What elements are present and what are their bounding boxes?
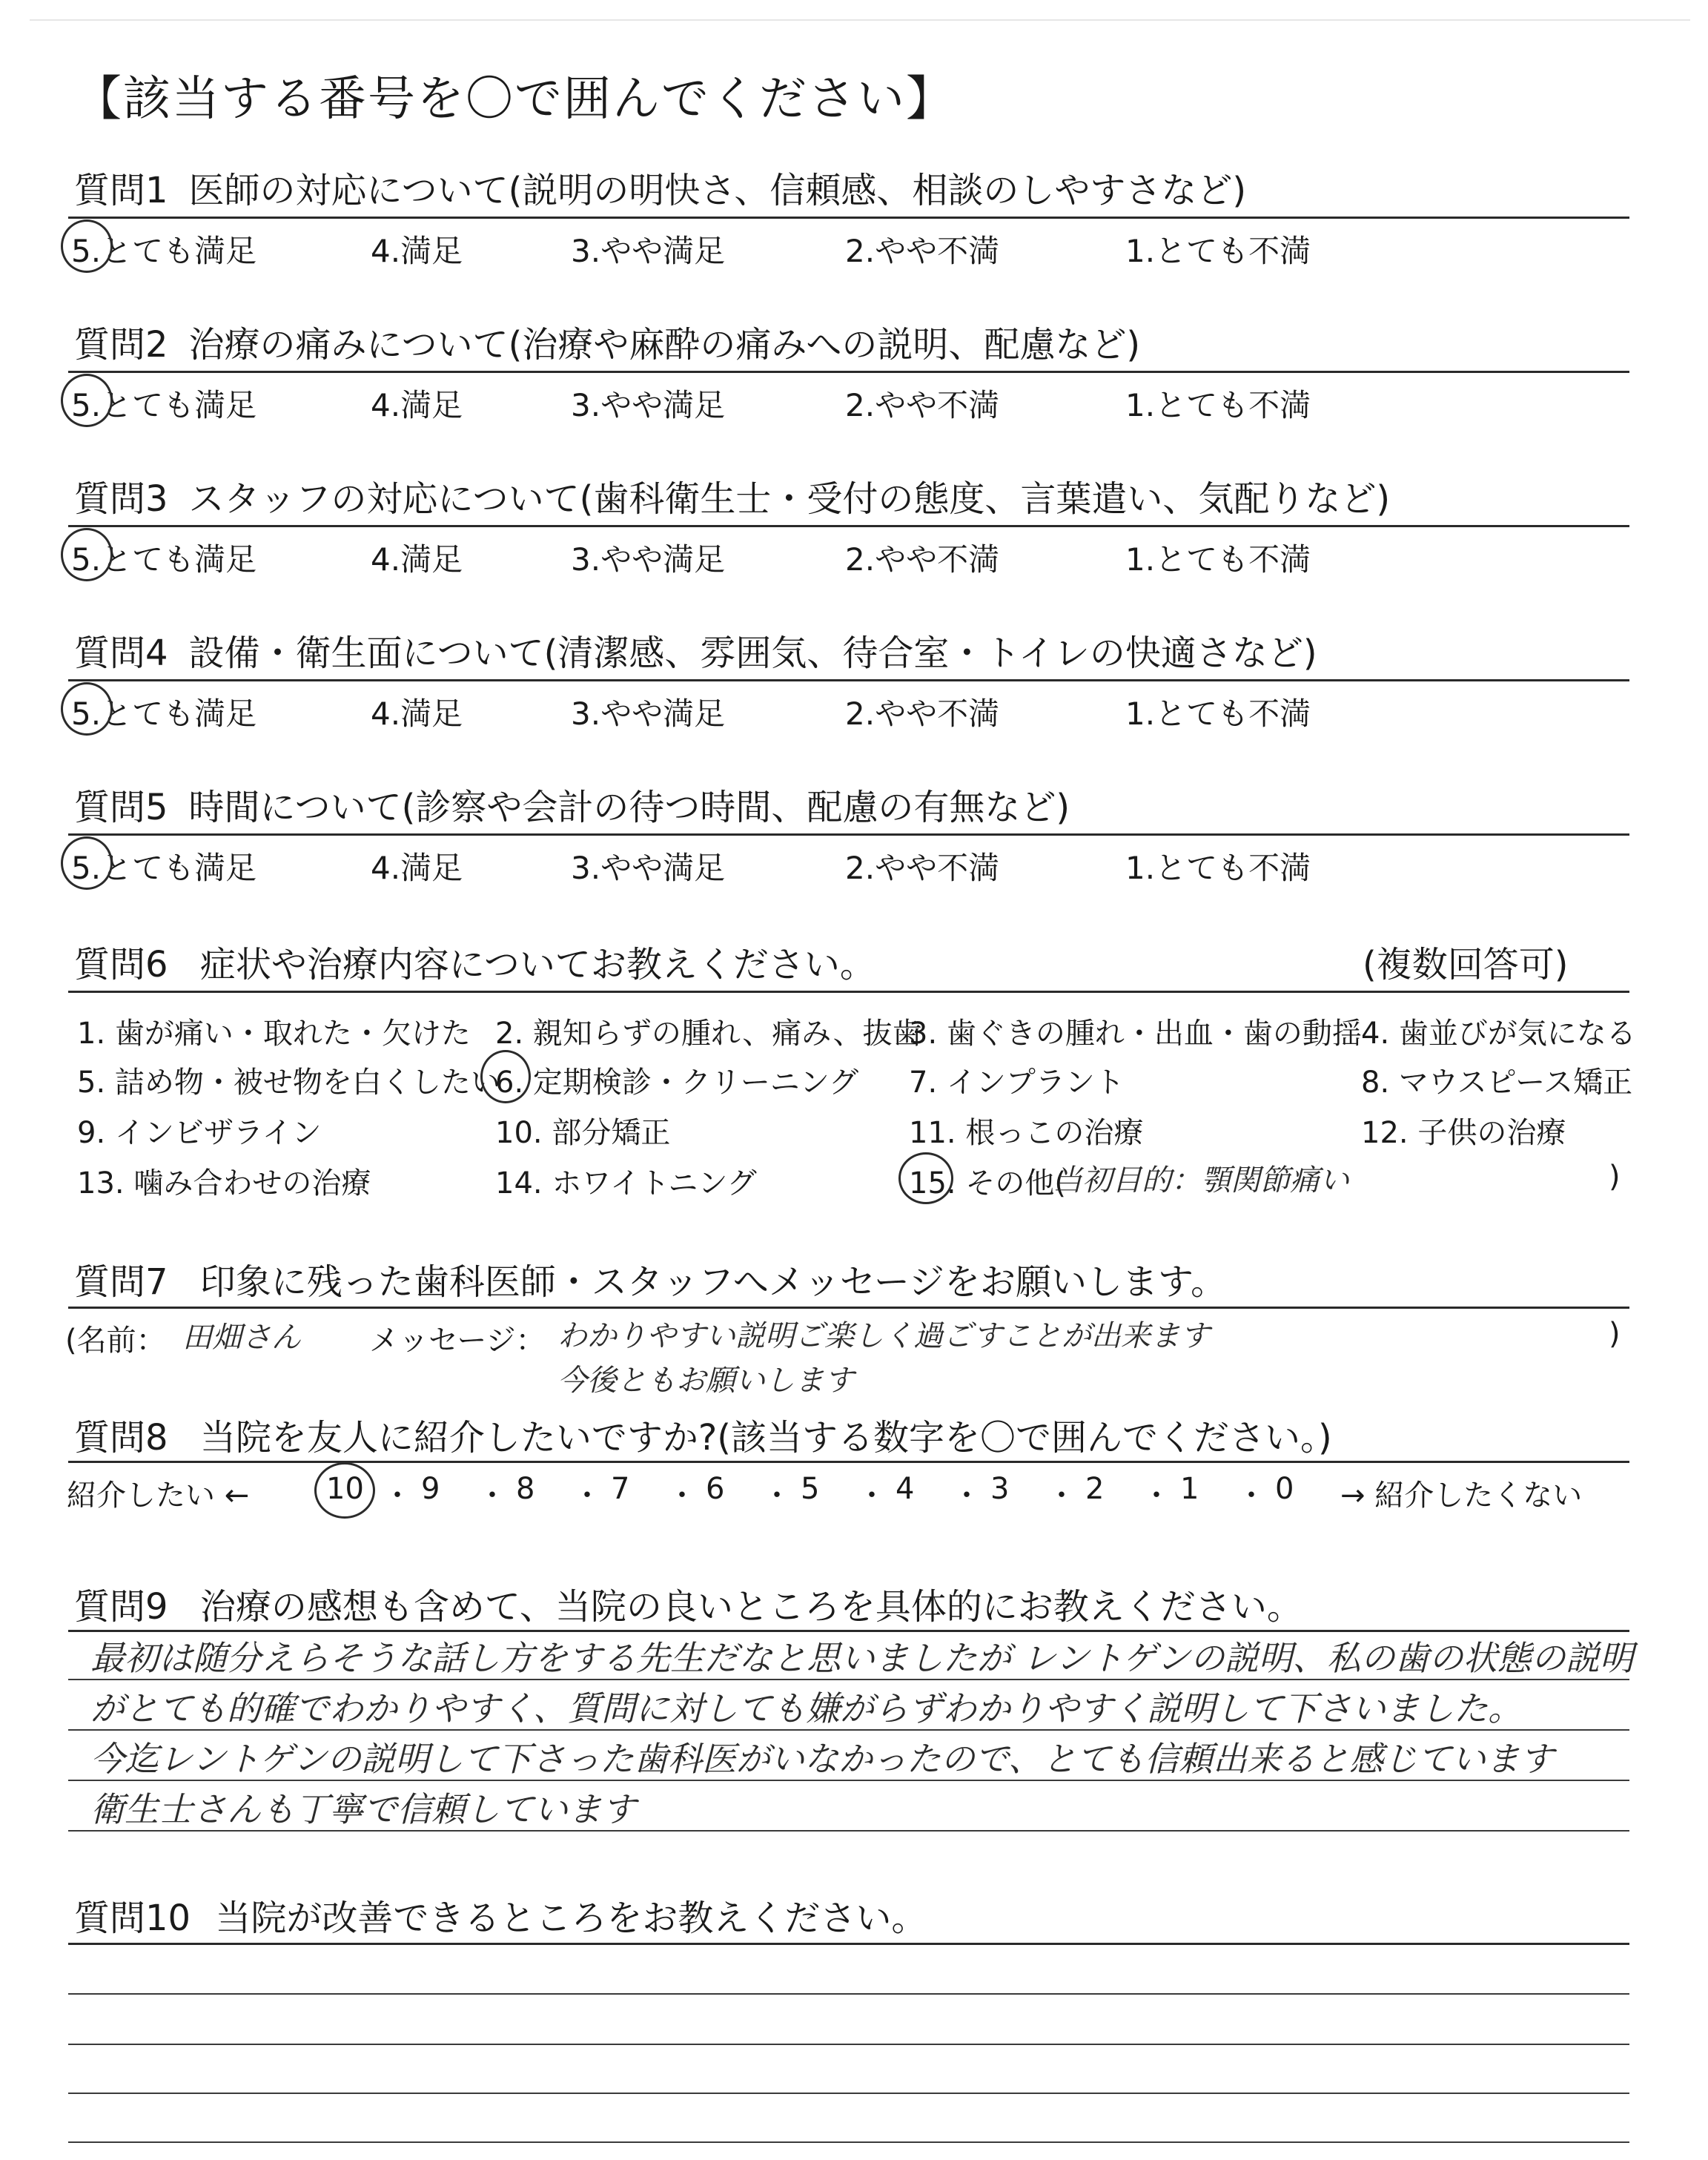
- q8-right-label: → 紹介したくない: [1340, 1479, 1583, 1513]
- q8-scale-value-1[interactable]: 1: [1180, 1472, 1199, 1506]
- q6-item-4[interactable]: 4. 歯並びが気になる: [1361, 1017, 1636, 1051]
- q2-option-3[interactable]: 3.やや満足: [571, 387, 726, 423]
- q10-rule-2: [68, 2044, 1629, 2045]
- q4-rule: [68, 679, 1629, 681]
- q2-text: 治療の痛みについて(治療や麻酔の痛みへの説明、配慮など): [188, 324, 1141, 366]
- q8-left-label: 紹介したい ←: [67, 1479, 250, 1513]
- q1-text: 医師の対応について(説明の明快さ、信頼感、相談のしやすさなど): [188, 170, 1247, 211]
- q6-item-13[interactable]: 13. 噛み合わせの治療: [77, 1166, 371, 1200]
- q7-name-value: 田畑さん: [182, 1321, 301, 1355]
- q4-selected-circle: [61, 682, 113, 736]
- q4-option-4[interactable]: 4.満足: [371, 696, 463, 732]
- q4-option-2[interactable]: 2.やや不満: [845, 696, 1000, 732]
- q6-item-15-selected-circle: [898, 1152, 953, 1204]
- q10-rule-0: [68, 1943, 1629, 1945]
- q3-rule: [68, 525, 1629, 527]
- q5-text: 時間について(診察や会計の待つ時間、配慮の有無など): [188, 787, 1070, 828]
- q5-option-2[interactable]: 2.やや不満: [845, 850, 1000, 886]
- q7-close-paren: ): [1609, 1317, 1621, 1351]
- q5-label: 質問5: [74, 787, 168, 828]
- q2-label: 質問2: [74, 324, 168, 366]
- q6-item-11[interactable]: 11. 根っこの治療: [909, 1116, 1144, 1150]
- q10-title: [74, 1889, 927, 1941]
- q6-item-6-selected-circle: [480, 1050, 531, 1103]
- q4-option-5[interactable]: 5.とても満足: [71, 696, 257, 732]
- q1-option-1[interactable]: 1.とても不満: [1125, 233, 1311, 269]
- q10-rule-3: [68, 2093, 1629, 2094]
- q1-option-5[interactable]: 5.とても満足: [71, 233, 257, 269]
- q6-label: 質問6: [74, 944, 168, 985]
- q1-selected-circle: [61, 219, 113, 273]
- q6-text: 症状や治療内容についてお教えください。: [199, 944, 875, 985]
- q10-text: 当院が改善できるところをお教えください。: [215, 1898, 927, 1939]
- q8-scale-separator: ・: [857, 1479, 887, 1513]
- q1-option-3[interactable]: 3.やや満足: [571, 233, 726, 269]
- q3-option-4[interactable]: 4.満足: [371, 541, 463, 578]
- q7-message-label: メッセージ：: [369, 1324, 546, 1358]
- q7-title: [74, 1253, 1226, 1304]
- q3-option-1[interactable]: 1.とても不満: [1125, 541, 1311, 578]
- q8-scale-value-7[interactable]: 7: [611, 1472, 630, 1506]
- q9-text: 治療の感想も含めて、当院の良いところを具体的にお教えください。: [199, 1586, 1302, 1628]
- q3-text: スタッフの対応について(歯科衛生士・受付の態度、言葉遣い、気配りなど): [188, 478, 1391, 520]
- q6-rule: [68, 991, 1629, 993]
- q6-item-7[interactable]: 7. インプラント: [909, 1066, 1125, 1100]
- q1-option-4[interactable]: 4.満足: [371, 233, 463, 269]
- q1-label: 質問1: [74, 170, 168, 211]
- q6-item-14[interactable]: 14. ホワイトニング: [495, 1166, 757, 1200]
- q8-scale-separator: ・: [383, 1479, 412, 1513]
- q3-option-5[interactable]: 5.とても満足: [71, 541, 257, 578]
- q8-scale-value-9[interactable]: 9: [421, 1472, 440, 1506]
- q8-scale-separator: ・: [952, 1479, 982, 1513]
- q8-scale-separator: ・: [1142, 1479, 1171, 1513]
- q3-option-3[interactable]: 3.やや満足: [571, 541, 726, 578]
- q6-item-8[interactable]: 8. マウスピース矯正: [1361, 1066, 1633, 1100]
- q3-title: [74, 470, 1390, 521]
- q2-title: [74, 316, 1140, 367]
- q9-label: 質問9: [74, 1586, 168, 1628]
- q7-text: 印象に残った歯科医師・スタッフへメッセージをお願いします。: [199, 1261, 1227, 1303]
- q3-option-2[interactable]: 2.やや不満: [845, 541, 1000, 578]
- q1-option-2[interactable]: 2.やや不満: [845, 233, 1000, 269]
- q6-item-5[interactable]: 5. 詰め物・被せ物を白くしたい: [77, 1066, 500, 1100]
- q6-item-9[interactable]: 9. インビザライン: [77, 1116, 322, 1150]
- q6-other-close-paren: ): [1609, 1160, 1621, 1194]
- q7-rule: [68, 1307, 1629, 1309]
- q8-scale-separator: ・: [572, 1479, 602, 1513]
- q9-handwritten-line-4: 衛生士さんも丁寧で信頼しています: [90, 1789, 636, 1829]
- q6-item-12[interactable]: 12. 子供の治療: [1361, 1116, 1566, 1150]
- q1-rule: [68, 217, 1629, 219]
- q7-label: 質問7: [74, 1261, 168, 1303]
- q8-label: 質問8: [74, 1417, 168, 1459]
- q9-handwritten-line-1: 最初は随分えらそうな話し方をする先生だなと思いましたが レントゲンの説明、私の歯の状態の説明: [90, 1638, 1634, 1678]
- q2-option-2[interactable]: 2.やや不満: [845, 387, 1000, 423]
- q8-scale-separator: ・: [667, 1479, 697, 1513]
- q8-text: 当院を友人に紹介したいですか?(該当する数字を〇で囲んでください。): [199, 1417, 1332, 1459]
- q8-scale-separator: ・: [762, 1479, 792, 1513]
- q8-scale-value-3[interactable]: 3: [990, 1472, 1010, 1506]
- q5-option-1[interactable]: 1.とても不満: [1125, 850, 1311, 886]
- q6-item-6[interactable]: 6. 定期検診・クリーニング: [495, 1066, 859, 1100]
- q4-option-1[interactable]: 1.とても不満: [1125, 696, 1311, 732]
- q6-item-10[interactable]: 10. 部分矯正: [495, 1116, 671, 1150]
- q4-text: 設備・衛生面について(清潔感、雰囲気、待合室・トイレの快適さなど): [188, 633, 1317, 674]
- q8-scale-separator: ・: [1047, 1479, 1076, 1513]
- q8-rule: [68, 1461, 1629, 1463]
- q5-rule: [68, 833, 1629, 836]
- q8-scale-value-0[interactable]: 0: [1275, 1472, 1294, 1506]
- q9-title: [74, 1578, 1302, 1629]
- page-title: 【該当する番号を〇で囲んでください】: [74, 72, 955, 127]
- q8-title: [74, 1409, 1332, 1460]
- q7-message-line2: 今後ともお願いします: [557, 1364, 854, 1398]
- q3-selected-circle: [61, 528, 113, 581]
- q6-multiple-note: (複数回答可): [1363, 944, 1569, 985]
- q8-scale-value-8[interactable]: 8: [516, 1472, 535, 1506]
- q1-title: [74, 162, 1246, 213]
- q2-selected-circle: [61, 374, 113, 427]
- q9-handwritten-line-3: 今迄レントゲンの説明して下さった歯科医がいなかったので、とても信頼出来ると感じています: [90, 1739, 1555, 1779]
- q4-option-3[interactable]: 3.やや満足: [571, 696, 726, 732]
- q6-item-2[interactable]: 2. 親知らずの腫れ、痛み、抜歯: [495, 1017, 922, 1051]
- q8-scale-value-4[interactable]: 4: [896, 1472, 915, 1506]
- q6-item-3[interactable]: 3. 歯ぐきの腫れ・出血・歯の動揺: [909, 1017, 1362, 1051]
- q8-selected-circle: [314, 1462, 375, 1519]
- q2-option-5[interactable]: 5.とても満足: [71, 387, 257, 423]
- q10-rule-4: [68, 2141, 1629, 2143]
- q10-rule-1: [68, 1993, 1629, 1995]
- q9-handwritten-line-2: がとても的確でわかりやすく、質問に対しても嫌がらずわかりやすく説明して下さいました。: [90, 1688, 1523, 1728]
- q4-title: [74, 624, 1317, 676]
- q8-scale-value-2[interactable]: 2: [1085, 1472, 1105, 1506]
- q6-item-15[interactable]: 15. その他(: [909, 1166, 1066, 1200]
- q4-label: 質問4: [74, 633, 168, 674]
- q8-scale-separator: ・: [1237, 1479, 1266, 1513]
- q2-option-4[interactable]: 4.満足: [371, 387, 463, 423]
- q5-option-5[interactable]: 5.とても満足: [71, 850, 257, 886]
- q8-scale-value-10[interactable]: 10: [326, 1472, 364, 1506]
- q5-option-3[interactable]: 3.やや満足: [571, 850, 726, 886]
- q8-scale-value-6[interactable]: 6: [706, 1472, 725, 1506]
- q8-scale-separator: ・: [477, 1479, 507, 1513]
- q5-option-4[interactable]: 4.満足: [371, 850, 463, 886]
- q6-other-handwritten: 当初目的：顎関節痛い: [1053, 1163, 1349, 1198]
- q6-item-1[interactable]: 1. 歯が痛い・取れた・欠けた: [77, 1017, 471, 1051]
- q2-rule: [68, 371, 1629, 373]
- q5-selected-circle: [61, 836, 113, 890]
- q3-label: 質問3: [74, 478, 168, 520]
- q10-label: 質問10: [74, 1898, 191, 1939]
- q5-title: [74, 779, 1070, 830]
- q7-message-line1: わかりやすい説明ご楽しく過ごすことが出来ます: [557, 1319, 1210, 1353]
- top-edge-line: [30, 19, 1690, 21]
- q2-option-1[interactable]: 1.とても不満: [1125, 387, 1311, 423]
- q8-scale-value-5[interactable]: 5: [801, 1472, 820, 1506]
- q6-title: [74, 936, 875, 987]
- q7-name-label: (名前：: [65, 1324, 166, 1358]
